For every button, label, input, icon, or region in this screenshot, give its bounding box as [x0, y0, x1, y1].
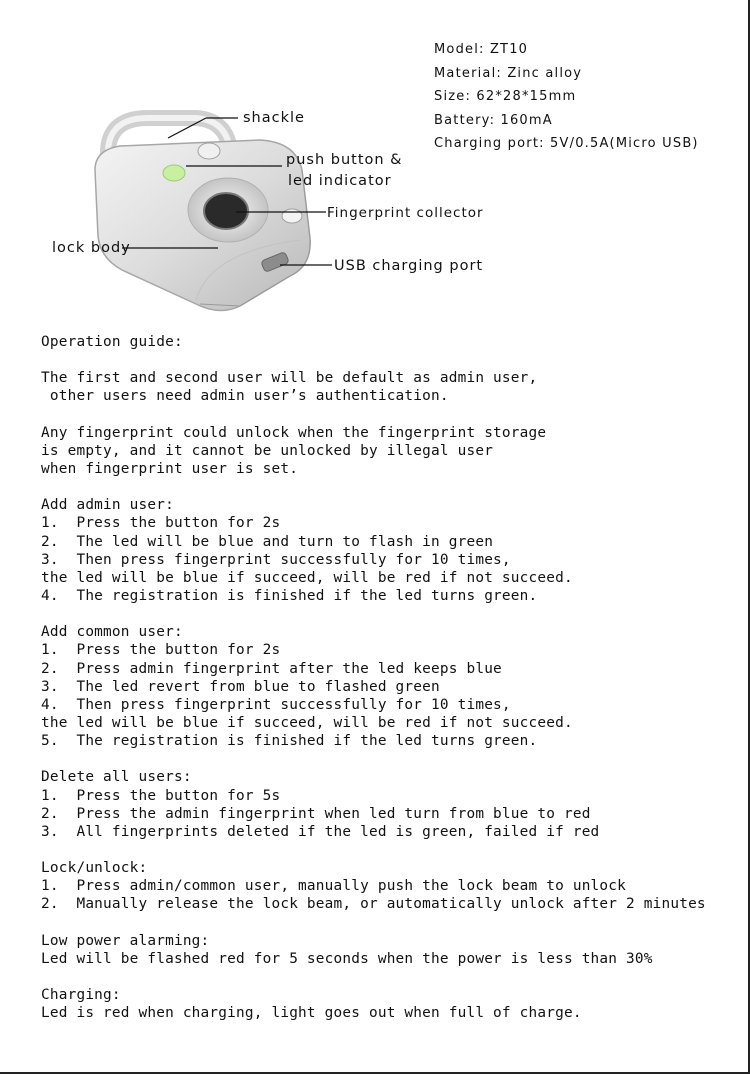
guide-line: other users need admin user’s authentication.	[41, 388, 449, 405]
guide-line: the led will be blue if succeed, will be red if not succeed.	[41, 569, 573, 586]
spec-size: Size: 62*28*15mm	[434, 89, 577, 105]
spec-model: Model: ZT10	[434, 42, 529, 57]
guide-line: 4. Then press fingerprint successfully for 10 times,	[41, 696, 511, 713]
guide-line: Lock/unlock:	[41, 860, 148, 877]
guide-line: 3. The led revert from blue to flashed green	[41, 678, 440, 695]
push-button-part	[198, 143, 220, 159]
guide-line	[41, 406, 741, 424]
guide-line: 1. Press admin/common user, manually push the lock beam to unlock	[41, 878, 627, 895]
guide-line	[41, 478, 741, 496]
guide-line: 1. Press the button for 2s	[41, 642, 281, 659]
guide-line: 1. Press the button for 2s	[41, 515, 281, 532]
guide-line: 4. The registration is finished if the led turns green.	[41, 587, 538, 604]
guide-line: Led is red when charging, light goes out when full of charge.	[41, 1005, 582, 1022]
guide-line: 3. All fingerprints deleted if the led is green, failed if red	[41, 823, 600, 840]
callout-lock-body: lock body	[52, 240, 131, 256]
guide-line	[41, 605, 741, 623]
guide-line: 2. Manually release the lock beam, or automatically unlock after 2 minutes	[41, 896, 706, 913]
spec-material: Material: Zinc alloy	[434, 65, 583, 81]
guide-line	[41, 750, 741, 768]
guide-line: is empty, and it cannot be unlocked by illegal user	[41, 442, 494, 459]
guide-line	[41, 351, 741, 369]
callout-usb-charging-port: USB charging port	[334, 258, 484, 274]
led-indicator-part	[163, 165, 185, 181]
guide-line: The first and second user will be default as admin user,	[41, 370, 538, 387]
operation-guide	[41, 333, 741, 1022]
guide-line: Led will be flashed red for 5 seconds when the power is less than 30%	[41, 950, 653, 967]
spec-battery: Battery: 160mA	[434, 112, 553, 128]
guide-line	[41, 914, 741, 932]
guide-line: Add common user:	[41, 624, 183, 641]
guide-line: when fingerprint user is set.	[41, 460, 299, 477]
guide-line: Add admin user:	[41, 497, 174, 514]
guide-line: the led will be blue if succeed, will be red if not succeed.	[41, 714, 573, 731]
guide-line: 5. The registration is finished if the led turns green.	[41, 733, 538, 750]
callout-fingerprint-collector: Fingerprint collector	[327, 205, 484, 221]
guide-line	[41, 841, 741, 859]
callout-led-indicator: led indicator	[288, 173, 392, 189]
guide-line	[41, 968, 741, 986]
guide-line: Delete all users:	[41, 769, 192, 786]
spec-charging-port: Charging port: 5V/0.5A(Micro USB)	[434, 136, 699, 152]
guide-line: Charging:	[41, 987, 121, 1004]
guide-line: 2. Press the admin fingerprint when led turn from blue to red	[41, 805, 591, 822]
guide-line: Operation guide:	[41, 334, 183, 350]
callout-push-button: push button &	[286, 152, 403, 168]
guide-line: Low power alarming:	[41, 932, 210, 949]
guide-line: 1. Press the button for 5s	[41, 787, 281, 804]
guide-line: Any fingerprint could unlock when the fingerprint storage	[41, 424, 547, 441]
guide-line: 2. Press admin fingerprint after the led keeps blue	[41, 660, 502, 677]
guide-line: 3. Then press fingerprint successfully for 10 times,	[41, 551, 511, 568]
fingerprint-sensor-part	[204, 193, 248, 229]
callout-shackle: shackle	[243, 110, 305, 126]
guide-line: 2. The led will be blue and turn to flash in green	[41, 533, 494, 550]
